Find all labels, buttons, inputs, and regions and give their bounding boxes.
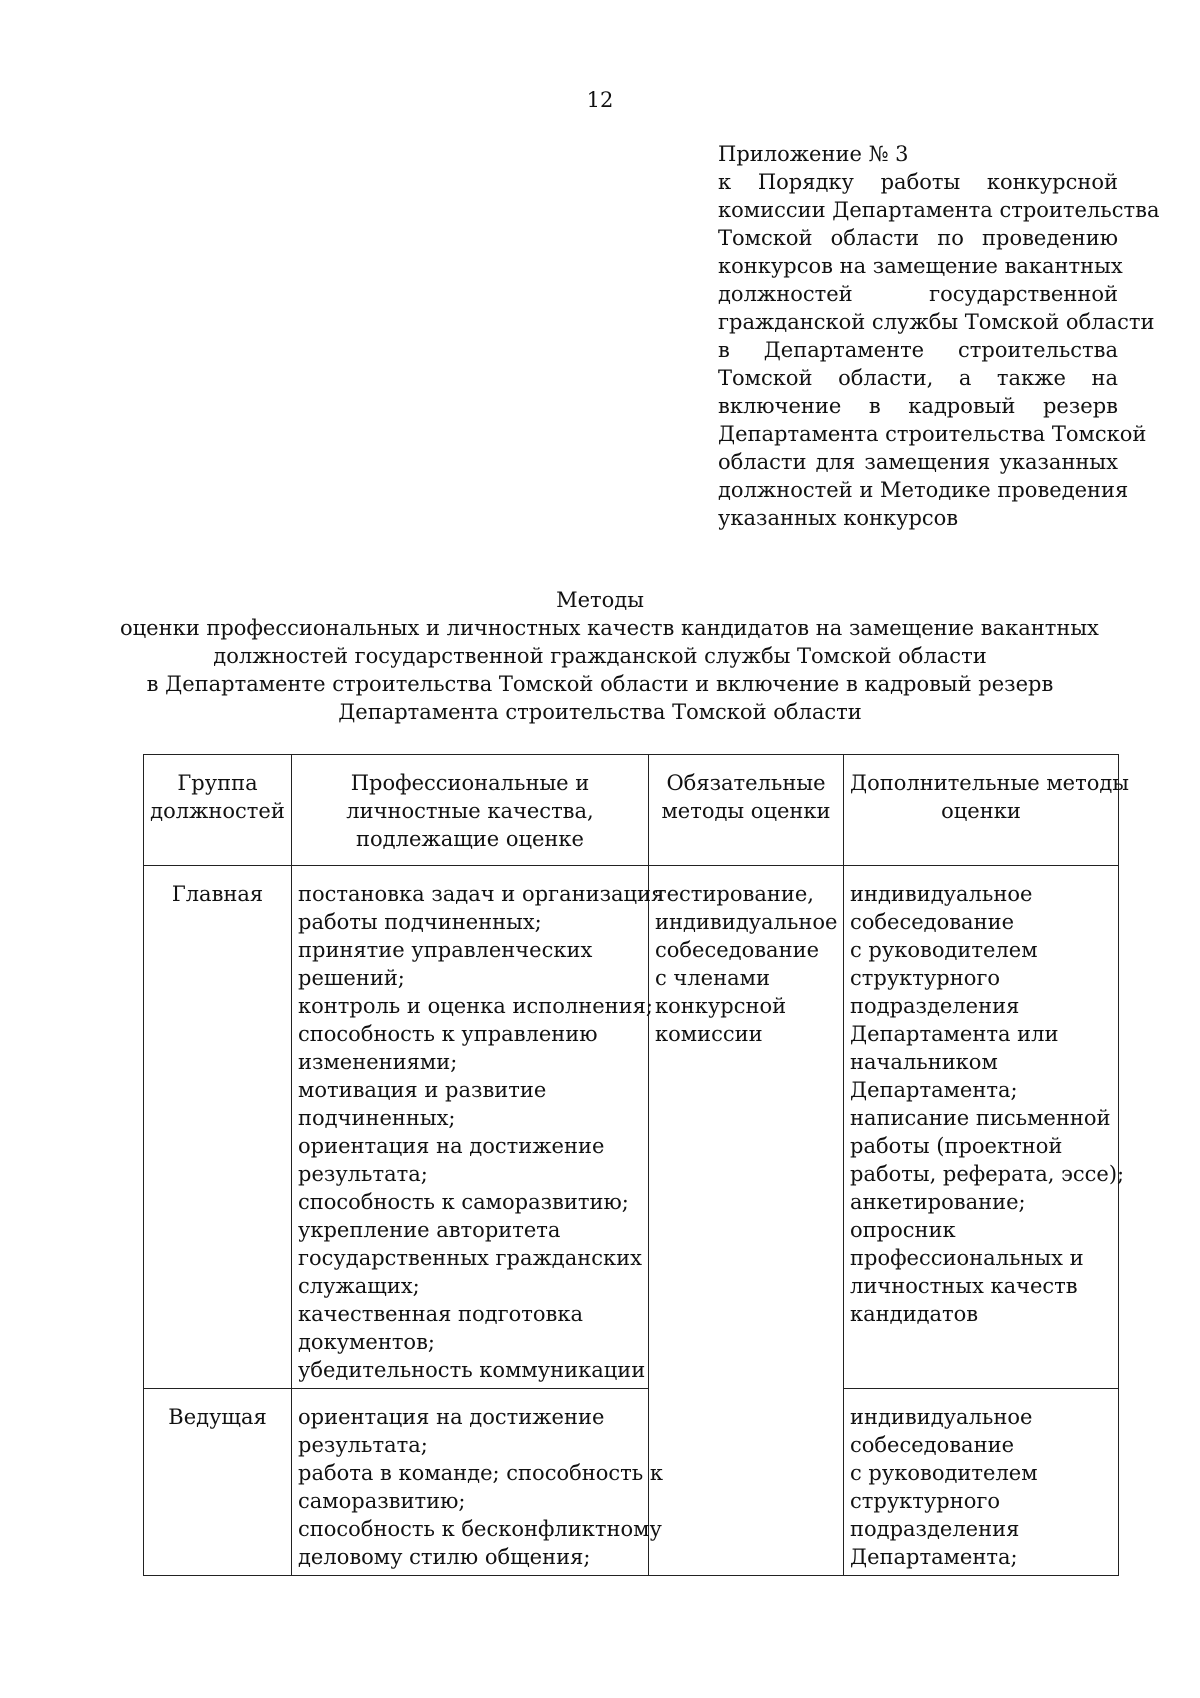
cell-line: Департамента; xyxy=(850,1545,1018,1569)
title-line: в Департаменте строительства Томской области и включение в кадровый резерв xyxy=(146,672,1054,696)
title-line: Департамента строительства Томской области xyxy=(338,700,862,724)
cell-line: кандидатов xyxy=(850,1302,979,1326)
cell-line: написание письменной xyxy=(850,1106,1111,1130)
table-row xyxy=(144,866,1119,1389)
cell-line: структурного xyxy=(850,966,1001,990)
cell-line: Департамента или xyxy=(850,1022,1059,1046)
cell-line: подчиненных; xyxy=(298,1106,456,1130)
cell-line: подразделения xyxy=(850,994,1020,1018)
cell-line: структурного xyxy=(850,1489,1001,1513)
cell-line: работы подчиненных; xyxy=(298,910,542,934)
title-line: Методы xyxy=(556,588,644,612)
appendix-line: гражданской службы Томской области xyxy=(718,310,1155,334)
cell-line: укрепление авторитета xyxy=(298,1218,561,1242)
cell-line: способность к управлению xyxy=(298,1022,598,1046)
header-line: Дополнительные методы xyxy=(850,771,1129,795)
appendix-line: должностей государственной xyxy=(718,282,1118,306)
cell-line: способность к бесконфликтному xyxy=(298,1517,662,1541)
cell-line: с членами xyxy=(655,966,770,990)
cell-line: способность к саморазвитию; xyxy=(298,1190,629,1214)
header-line: подлежащие оценке xyxy=(356,827,584,851)
header-group xyxy=(144,755,292,866)
cell-line: подразделения xyxy=(850,1517,1020,1541)
header-additional-methods xyxy=(844,755,1129,866)
appendix-line: комиссии Департамента строительства xyxy=(718,198,1160,222)
title-line: оценки профессиональных и личностных качеств кандидатов на замещение вакантных xyxy=(120,616,1099,640)
cell-line: деловому стилю общения; xyxy=(298,1545,591,1569)
cell-line: собеседование xyxy=(655,938,820,962)
appendix-line: в Департаменте строительства xyxy=(718,338,1118,362)
header-line: Обязательные xyxy=(666,771,826,795)
cell-line: комиссии xyxy=(655,1022,763,1046)
additional-methods-cell xyxy=(844,866,1125,1389)
cell-line: конкурсной xyxy=(655,994,787,1018)
header-line: личностные качества, xyxy=(346,799,594,823)
header-line: оценки xyxy=(941,799,1021,823)
cell-line: принятие управленческих xyxy=(298,938,593,962)
cell-line: государственных гражданских xyxy=(298,1246,642,1270)
group-cell: Главная xyxy=(144,866,292,1389)
cell-line: результата; xyxy=(298,1433,428,1457)
cell-line: убедительность коммуникации xyxy=(298,1358,646,1382)
qualities-cell xyxy=(292,866,665,1389)
appendix-line: Приложение № 3 xyxy=(718,142,909,166)
table-header-row xyxy=(144,755,1119,866)
cell-line: решений; xyxy=(298,966,405,990)
cell-line: тестирование, xyxy=(655,882,814,906)
cell-line: опросник xyxy=(850,1218,956,1242)
title-line: должностей государственной гражданской службы Томской области xyxy=(213,644,987,668)
cell-line: анкетирование; xyxy=(850,1190,1026,1214)
cell-line: результата; xyxy=(298,1162,428,1186)
cell-line: собеседование xyxy=(850,1433,1015,1457)
cell-line: Департамента; xyxy=(850,1078,1018,1102)
appendix-line: Томской области, а также на xyxy=(718,366,1118,390)
cell-line: работа в команде; способность к xyxy=(298,1461,663,1485)
document-title xyxy=(120,586,1099,726)
appendix-line: конкурсов на замещение вакантных xyxy=(718,254,1123,278)
header-qualities xyxy=(292,755,649,866)
cell-line: с руководителем xyxy=(850,1461,1038,1485)
cell-line: работы (проектной xyxy=(850,1134,1063,1158)
header-mandatory-methods xyxy=(649,755,844,866)
cell-line: изменениями; xyxy=(298,1050,458,1074)
header-line: должностей xyxy=(150,799,285,823)
header-line: Группа xyxy=(177,771,258,795)
appendix-line: включение в кадровый резерв xyxy=(718,394,1118,418)
cell-line: саморазвитию; xyxy=(298,1489,466,1513)
appendix-line: должностей и Методике проведения xyxy=(718,478,1129,502)
mandatory-methods-cell xyxy=(649,866,844,1576)
cell-line: личностных качеств xyxy=(850,1274,1078,1298)
cell-line: работы, реферата, эссе); xyxy=(850,1162,1125,1186)
appendix-line: указанных конкурсов xyxy=(718,506,959,530)
cell-line: постановка задач и организация xyxy=(298,882,665,906)
cell-line: ориентация на достижение xyxy=(298,1134,605,1158)
qualities-cell xyxy=(292,1389,663,1576)
cell-line: контроль и оценка исполнения; xyxy=(298,994,653,1018)
table-row xyxy=(144,1389,1119,1576)
appendix-line: Томской области по проведению xyxy=(718,226,1118,250)
cell-line: индивидуальное xyxy=(850,1405,1033,1429)
cell-line: собеседование xyxy=(850,910,1015,934)
header-line: методы оценки xyxy=(661,799,831,823)
header-line: Профессиональные и xyxy=(350,771,590,795)
cell-line: с руководителем xyxy=(850,938,1038,962)
appendix-line: Департамента строительства Томской xyxy=(718,422,1147,446)
group-cell: Ведущая xyxy=(144,1389,292,1576)
appendix-line: области для замещения указанных xyxy=(718,450,1118,474)
cell-line: качественная подготовка xyxy=(298,1302,583,1326)
appendix-line: к Порядку работы конкурсной xyxy=(718,170,1118,194)
cell-line: документов; xyxy=(298,1330,435,1354)
page-number: 12 xyxy=(586,88,614,112)
cell-line: ориентация на достижение xyxy=(298,1405,605,1429)
cell-line: мотивация и развитие xyxy=(298,1078,547,1102)
cell-line: служащих; xyxy=(298,1274,420,1298)
cell-line: индивидуальное xyxy=(850,882,1033,906)
additional-methods-cell xyxy=(844,1389,1119,1576)
cell-line: индивидуальное xyxy=(655,910,838,934)
cell-line: начальником xyxy=(850,1050,998,1074)
methods-table xyxy=(143,754,1129,1576)
appendix-block xyxy=(718,140,1160,532)
cell-line: профессиональных и xyxy=(850,1246,1084,1270)
